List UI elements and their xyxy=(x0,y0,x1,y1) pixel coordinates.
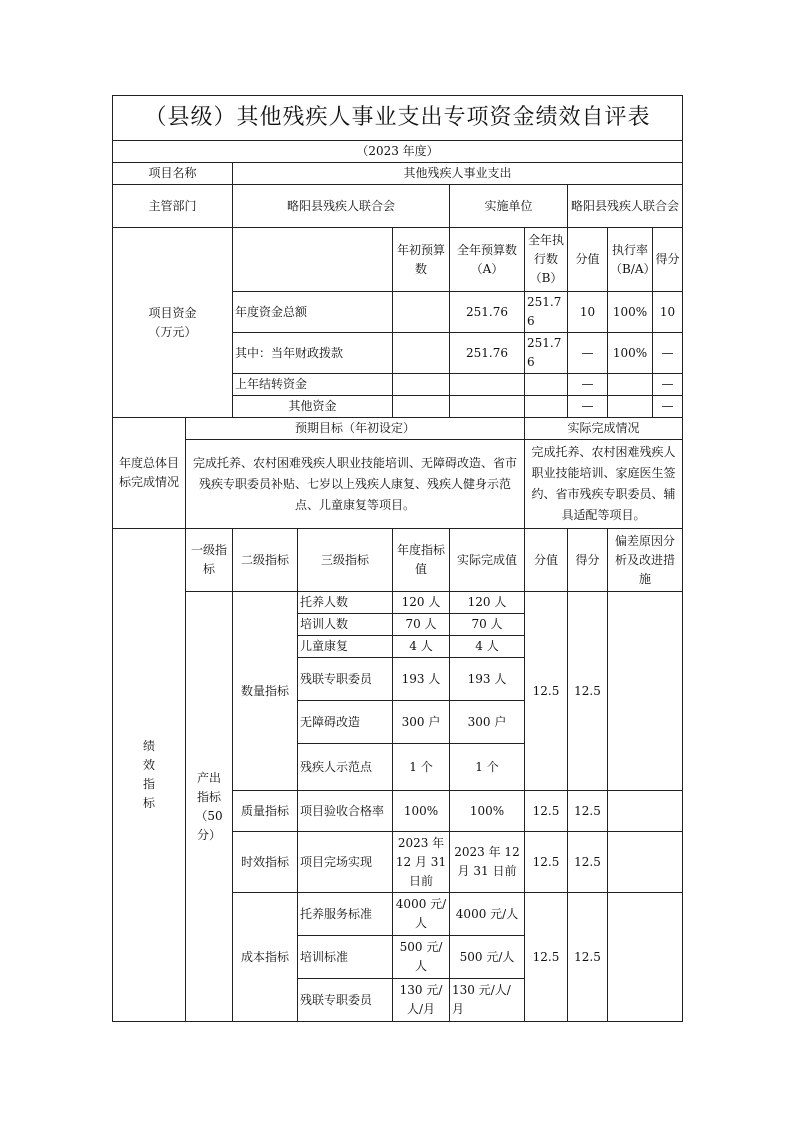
header-target: 年度指标值 xyxy=(393,529,450,592)
indicator-target: 2023 年 12 月 31 日前 xyxy=(393,832,450,893)
project-name-row xyxy=(113,163,683,185)
indicator-target: 120 人 xyxy=(393,592,450,614)
goals-label: 年度总体目标完成情况 xyxy=(113,418,186,529)
indicator-actual: 70 人 xyxy=(450,614,525,636)
funds-row-budget: 251.76 xyxy=(450,333,525,374)
funds-row-initial xyxy=(393,396,450,418)
indicator-actual: 120 人 xyxy=(450,592,525,614)
funds-row-rate: 100% xyxy=(608,292,653,333)
goals-actual-text: 完成托养、农村困难残疾人职业技能培训、家庭医生签约、省市残疾专职委员、辅具适配等项目。 xyxy=(525,440,683,529)
funds-row-score-value: 10 xyxy=(568,292,608,333)
quality-score: 12.5 xyxy=(568,791,608,832)
funds-header-rate: 执行率（B/A） xyxy=(608,228,653,292)
indicator-target: 4000 元/人 xyxy=(393,893,450,936)
department-value: 略阳县残疾人联合会 xyxy=(233,185,450,228)
indicator-actual: 1 个 xyxy=(450,744,525,791)
funds-row-name: 其他资金 xyxy=(233,396,393,418)
funds-row-score-value: — xyxy=(568,333,608,374)
goals-header-row xyxy=(113,418,683,440)
funds-row-executed xyxy=(525,374,568,396)
quality-deviation xyxy=(608,791,683,832)
performance-label-char: 标 xyxy=(142,796,155,810)
cost-indicator-label: 成本指标 xyxy=(233,893,298,1022)
goals-expected-header: 预期目标（年初设定） xyxy=(186,418,525,440)
indicator-name: 培训人数 xyxy=(298,614,393,636)
indicator-name: 无障碍改造 xyxy=(298,701,393,744)
timeliness-score: 12.5 xyxy=(568,832,608,893)
header-level3: 三级指标 xyxy=(298,529,393,592)
year-row xyxy=(113,141,683,163)
indicator-name: 项目验收合格率 xyxy=(298,791,393,832)
indicator-target: 300 户 xyxy=(393,701,450,744)
funds-header-budget: 全年预算数（A） xyxy=(450,228,525,292)
performance-header-row xyxy=(113,529,683,592)
output-indicator-label: 产出指标（50分） xyxy=(186,592,233,1022)
timeliness-score-value: 12.5 xyxy=(525,832,568,893)
funds-row-executed: 251.76 xyxy=(525,333,568,374)
funds-row-executed: 251.76 xyxy=(525,292,568,333)
performance-label-char: 效 xyxy=(142,758,155,772)
year-label: （2023 年度） xyxy=(113,141,683,163)
header-score-value: 分值 xyxy=(525,529,568,592)
quality-score-value: 12.5 xyxy=(525,791,568,832)
indicator-row xyxy=(113,592,683,614)
indicator-actual: 130 元/人/月 xyxy=(450,979,525,1022)
funds-row-name: 其中：当年财政拨款 xyxy=(233,333,393,374)
goals-content-row xyxy=(113,440,683,529)
indicator-target: 1 个 xyxy=(393,744,450,791)
department-row xyxy=(113,185,683,228)
indicator-actual: 193 人 xyxy=(450,658,525,701)
self-evaluation-sheet xyxy=(112,95,682,1022)
header-actual: 实际完成值 xyxy=(450,529,525,592)
performance-label-char: 绩 xyxy=(142,739,155,753)
funds-row-budget xyxy=(450,396,525,418)
performance-label-char: 指 xyxy=(142,777,155,791)
header-deviation: 偏差原因分析及改进措施 xyxy=(608,529,683,592)
indicator-actual: 4000 元/人 xyxy=(450,893,525,936)
header-level1: 一级指标 xyxy=(186,529,233,592)
funds-row-executed xyxy=(525,396,568,418)
indicator-name: 残联专职委员 xyxy=(298,658,393,701)
indicator-name: 项目完场实现 xyxy=(298,832,393,893)
funds-row-score: — xyxy=(653,396,683,418)
funds-row-rate xyxy=(608,396,653,418)
page-title: （县级）其他残疾人事业支出专项资金绩效自评表 xyxy=(113,96,683,141)
funds-row-rate xyxy=(608,374,653,396)
indicator-name: 残疾人示范点 xyxy=(298,744,393,791)
quantity-score: 12.5 xyxy=(568,592,608,791)
funds-label: 项目资金 （万元） xyxy=(113,228,233,418)
funds-row-initial xyxy=(393,374,450,396)
indicator-name: 残联专职委员 xyxy=(298,979,393,1022)
indicator-target: 100% xyxy=(393,791,450,832)
funds-row-score-value: — xyxy=(568,374,608,396)
cost-deviation xyxy=(608,893,683,1022)
goals-expected-text: 完成托养、农村困难残疾人职业技能培训、无障碍改造、省市残疾专职委员补贴、七岁以上残疾人康复、残疾人健身示范点、儿童康复等项目。 xyxy=(186,440,525,529)
quality-indicator-label: 质量指标 xyxy=(233,791,298,832)
funds-header-score-value: 分值 xyxy=(568,228,608,292)
title-row xyxy=(113,96,683,141)
funds-row-score: — xyxy=(653,333,683,374)
implementing-unit-label: 实施单位 xyxy=(450,185,568,228)
indicator-actual: 300 户 xyxy=(450,701,525,744)
funds-row-initial xyxy=(393,333,450,374)
project-name-label: 项目名称 xyxy=(113,163,233,185)
indicator-name: 托养服务标准 xyxy=(298,893,393,936)
quantity-indicator-label: 数量指标 xyxy=(233,592,298,791)
funds-row-budget xyxy=(450,374,525,396)
funds-corner-cell xyxy=(233,228,393,292)
indicator-actual: 100% xyxy=(450,791,525,832)
indicator-target: 130 元/人/月 xyxy=(393,979,450,1022)
quantity-score-value: 12.5 xyxy=(525,592,568,791)
indicator-actual: 500 元/人 xyxy=(450,936,525,979)
funds-row-score: 10 xyxy=(653,292,683,333)
funds-header-row xyxy=(113,228,683,292)
implementing-unit-value: 略阳县残疾人联合会 xyxy=(568,185,683,228)
funds-row-budget: 251.76 xyxy=(450,292,525,333)
goals-actual-header: 实际完成情况 xyxy=(525,418,683,440)
timeliness-deviation xyxy=(608,832,683,893)
funds-row-score: — xyxy=(653,374,683,396)
evaluation-table xyxy=(112,95,683,1022)
indicator-target: 4 人 xyxy=(393,636,450,658)
indicator-name: 培训标准 xyxy=(298,936,393,979)
indicator-name: 儿童康复 xyxy=(298,636,393,658)
indicator-target: 193 人 xyxy=(393,658,450,701)
funds-row-rate: 100% xyxy=(608,333,653,374)
cost-score: 12.5 xyxy=(568,893,608,1022)
funds-row-name: 上年结转资金 xyxy=(233,374,393,396)
header-score: 得分 xyxy=(568,529,608,592)
indicator-actual: 2023 年 12 月 31 日前 xyxy=(450,832,525,893)
performance-label xyxy=(113,529,186,1022)
indicator-name: 托养人数 xyxy=(298,592,393,614)
indicator-target: 500 元/人 xyxy=(393,936,450,979)
funds-header-score: 得分 xyxy=(653,228,683,292)
department-label: 主管部门 xyxy=(113,185,233,228)
funds-row-initial xyxy=(393,292,450,333)
indicator-actual: 4 人 xyxy=(450,636,525,658)
project-name-value: 其他残疾人事业支出 xyxy=(233,163,683,185)
indicator-target: 70 人 xyxy=(393,614,450,636)
quantity-deviation xyxy=(608,592,683,791)
funds-header-executed: 全年执行数（B） xyxy=(525,228,568,292)
funds-header-initial: 年初预算数 xyxy=(393,228,450,292)
header-level2: 二级指标 xyxy=(233,529,298,592)
timeliness-indicator-label: 时效指标 xyxy=(233,832,298,893)
cost-score-value: 12.5 xyxy=(525,893,568,1022)
funds-row-name: 年度资金总额 xyxy=(233,292,393,333)
funds-row-score-value: — xyxy=(568,396,608,418)
